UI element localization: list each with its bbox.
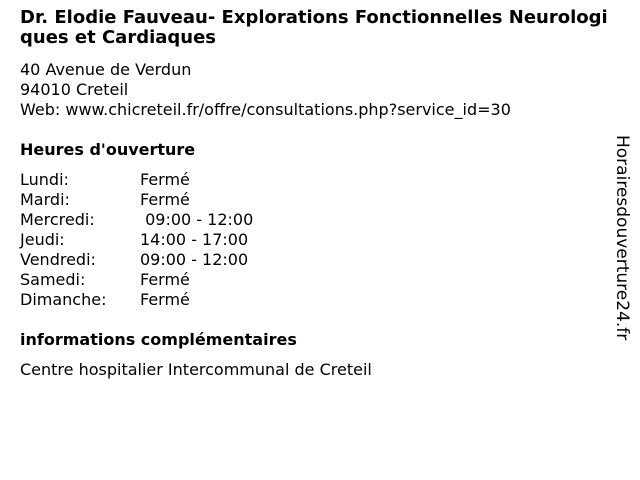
listing-content: [20, 8, 610, 380]
hours-time: 09:00 - 12:00: [140, 210, 254, 229]
hours-time: Fermé: [140, 270, 190, 289]
hours-time: Fermé: [140, 170, 190, 189]
hours-day: Vendredi:: [20, 250, 96, 269]
hours-time: 09:00 - 12:00: [140, 250, 249, 269]
hours-time: Fermé: [140, 190, 190, 209]
hours-row-dimanche: [20, 290, 253, 310]
address-block: [20, 60, 610, 120]
site-brand-vertical[interactable]: Horairesdouverture24.fr: [612, 135, 632, 341]
website-link[interactable]: Web: www.chicreteil.fr/offre/consultations.php?service_id=30: [20, 100, 511, 119]
hours-day: Lundi:: [20, 170, 69, 189]
hours-day: Jeudi:: [20, 230, 65, 249]
hours-row-jeudi: [20, 230, 253, 250]
hours-row-vendredi: [20, 250, 253, 270]
hours-row-samedi: [20, 270, 253, 290]
hours-day: Mardi:: [20, 190, 70, 209]
info-heading: informations complémentaires: [20, 330, 297, 349]
hours-day: Mercredi:: [20, 210, 95, 229]
city-address: 94010 Creteil: [20, 80, 129, 99]
hours-day: Dimanche:: [20, 290, 107, 309]
info-text: Centre hospitalier Intercommunal de Creteil: [20, 360, 372, 379]
hours-row-mercredi: [20, 210, 253, 230]
hours-time: Fermé: [140, 290, 190, 309]
hours-row-lundi: [20, 170, 253, 190]
opening-hours-table: [20, 170, 253, 310]
hours-time: 14:00 - 17:00: [140, 230, 249, 249]
page-title: Dr. Elodie Fauveau- Explorations Fonctionnelles Neurologiques et Cardiaques: [20, 7, 608, 48]
hours-row-mardi: [20, 190, 253, 210]
street-address: 40 Avenue de Verdun: [20, 60, 192, 79]
hours-heading: Heures d'ouverture: [20, 140, 196, 159]
hours-day: Samedi:: [20, 270, 86, 289]
